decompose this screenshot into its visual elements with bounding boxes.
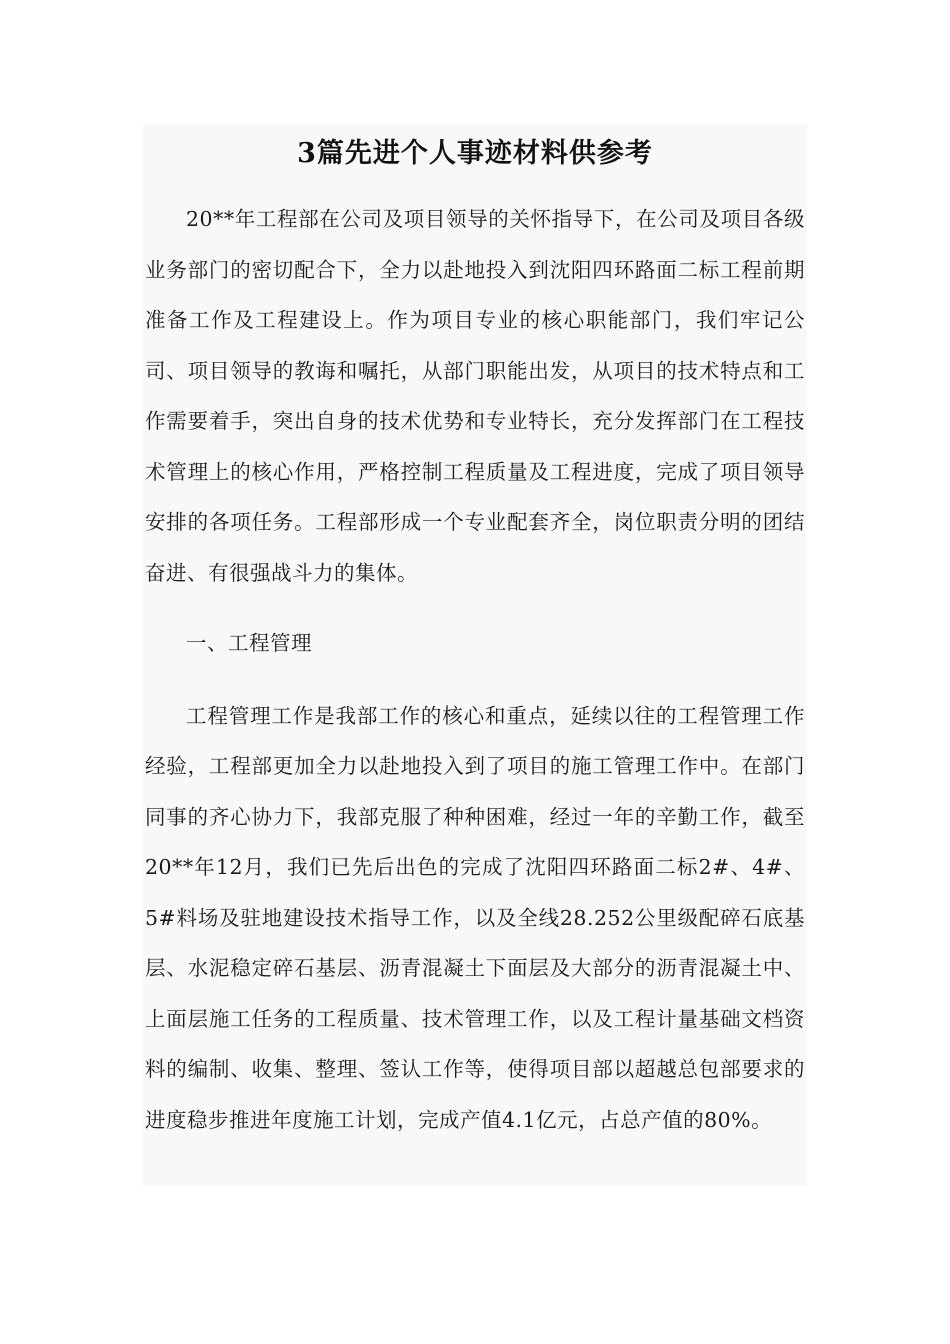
document-title: 3篇先进个人事迹材料供参考 [297, 138, 653, 169]
section-heading-engineering-management: 一、工程管理 [186, 631, 312, 655]
paragraph-intro: 20**年工程部在公司及项目领导的关怀指导下，在公司及项目各级业务部门的密切配合下，全力以赴地投入到沈阳四环路面二标工程前期准备工作及工程建设上。作为项目专业的核心职能部门，我们牢记公司、项目领导的教诲和嘱托，从部门职能出发，从项目的技术特点和工作需要着手，突出自身的技术优势和专业特长，充分发挥部门在工程技术管理上的核心作用，严格控制工程质量及工程进度，完成了项目领导安排的各项任务。工程部形成一个专业配套齐全，岗位职责分明的团结奋进、有很强战斗力的集体。 [145, 207, 805, 585]
document-page [143, 124, 807, 1186]
paragraph-engineering-management: 工程管理工作是我部工作的核心和重点，延续以往的工程管理工作经验，工程部更加全力以赴地投入到了项目的施工管理工作中。在部门同事的齐心协力下，我部克服了种种困难，经过一年的辛勤工作，截至20**年12月，我们已先后出色的完成了沈阳四环路面二标2#、4#、5#料场及驻地建设技术指导工作，以及全线28.252公里级配碎石底基层、水泥稳定碎石基层、沥青混凝土下面层及大部分的沥青混凝土中、上面层施工任务的工程质量、技术管理工作，以及工程计量基础文档资料的编制、收集、整理、签认工作等，使得项目部以超越总包部要求的进度稳步推进年度施工计划，完成产值4.1亿元，占总产值的80%。 [145, 703, 805, 1132]
